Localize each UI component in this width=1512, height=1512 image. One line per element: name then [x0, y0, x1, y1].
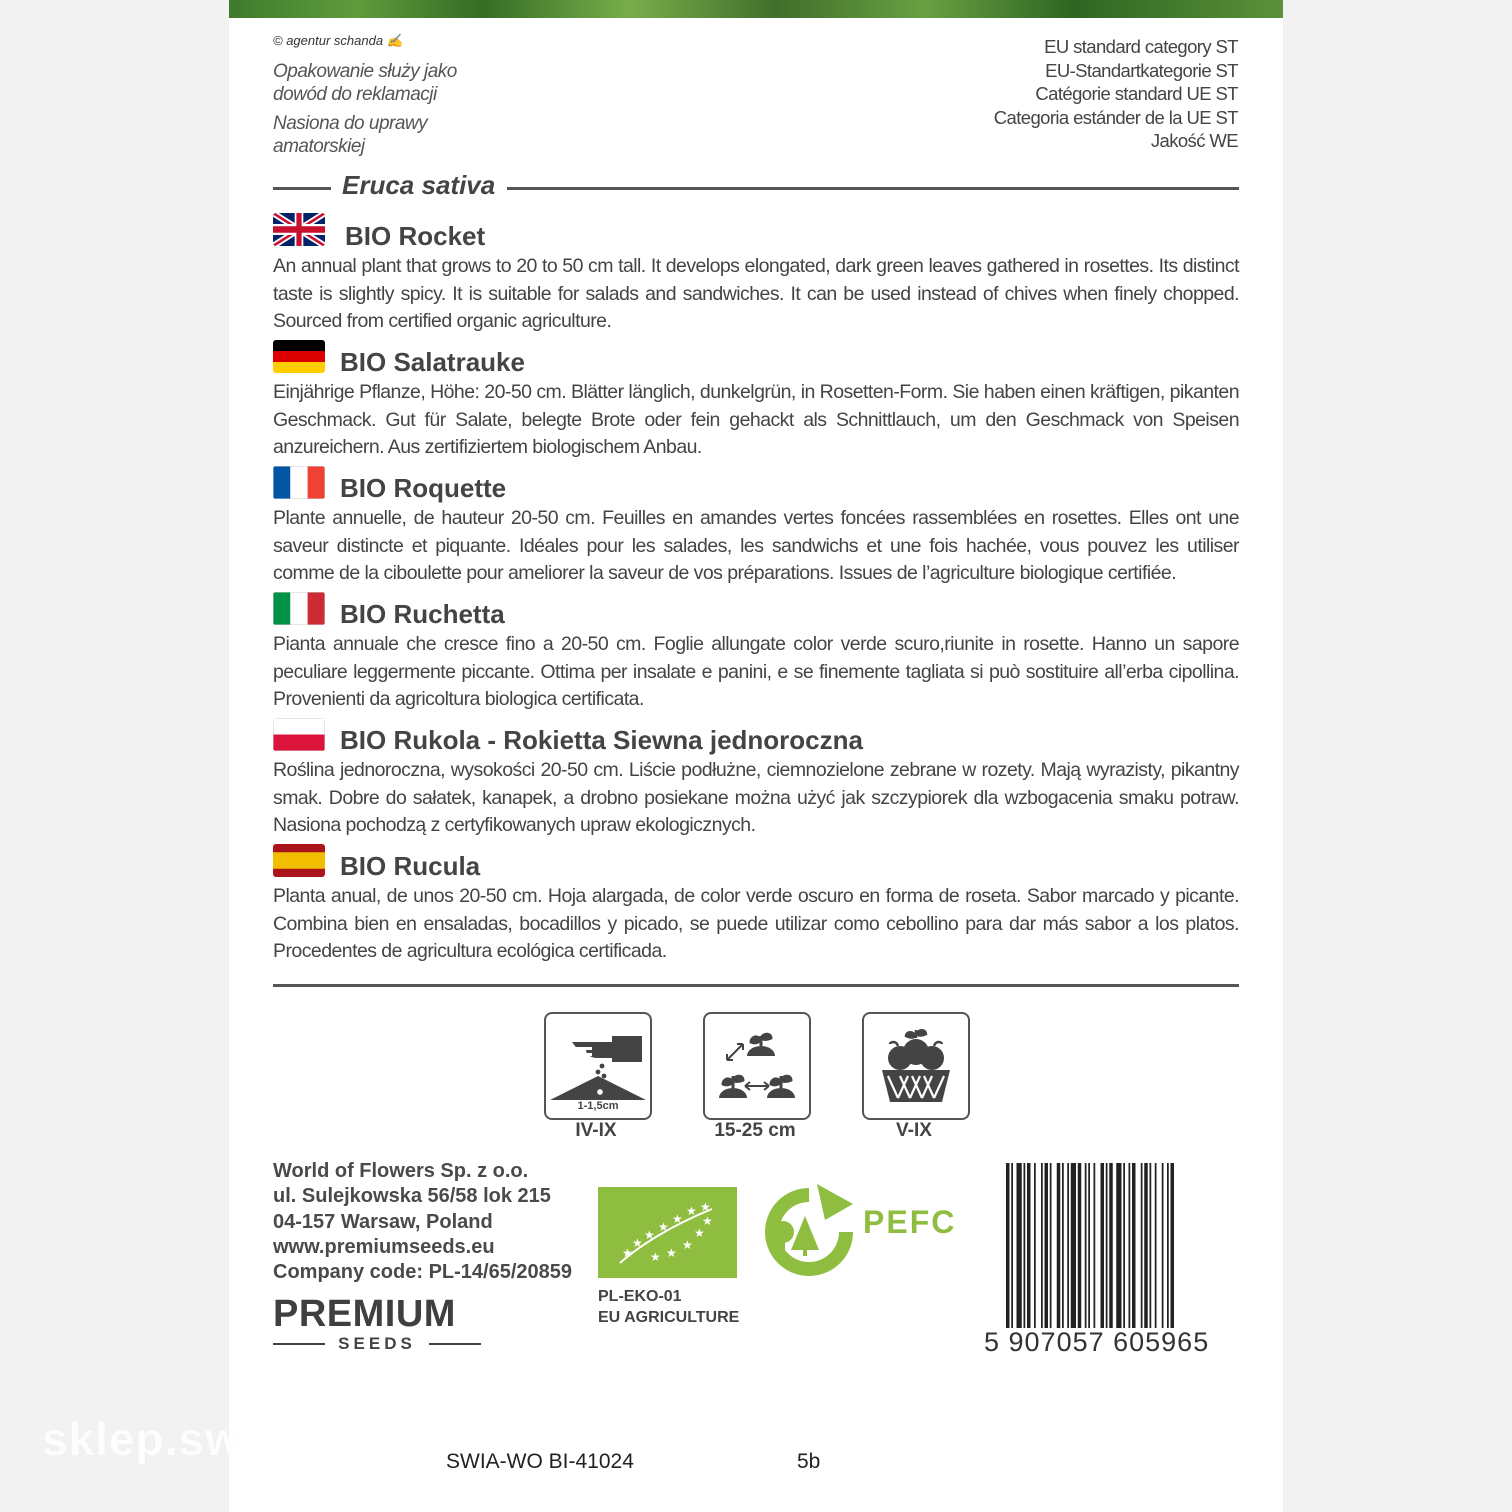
barcode-bar [1132, 1163, 1136, 1328]
company-website: www.premiumseeds.eu [273, 1235, 495, 1258]
svg-text:★: ★ [650, 1250, 661, 1264]
section-text: Pianta annuale che cresce fino a 20-50 cm. Foglie allungate color verde scuro,riunite in rosette. Hanno un sapore peculiare leggermente piccante. Ottima per insalate e panini, e se finemente tagliata si può sostituire all’erba cipollina. Provenienti da agricoltura biologica certificata. [273, 633, 1239, 710]
eu-standard-es: Categoria estánder de la UE ST [993, 106, 1238, 128]
barcode-bar [1129, 1163, 1131, 1328]
barcode-bar [1057, 1163, 1061, 1328]
company-name: World of Flowers Sp. z o.o. [273, 1160, 529, 1182]
amateur-notice-line-1: Nasiona do uprawy [273, 113, 428, 134]
barcode-bar [1162, 1163, 1164, 1328]
section-text: An annual plant that grows to 20 to 50 cm tall. It develops elongated, dark green leaves gathered in rosettes. Its distinct taste is slightly spicy. It is suitable for salads and sandwiches. It can be used instead of chives when finely chopped. Sourced from certified organic agriculture. [273, 255, 1239, 332]
pefc-logo [757, 1182, 977, 1282]
section-title: BIO Rucula [340, 851, 481, 881]
poland-flag-icon [273, 718, 325, 751]
barcode-bar [1088, 1163, 1090, 1328]
barcode-bar [1034, 1163, 1036, 1328]
photo-credit: © agentur schanda ✍ [273, 33, 403, 48]
eu-standard-pl: Jakość WE [1150, 130, 1238, 151]
complaint-notice-line-2: dowód do reklamacji [273, 84, 437, 105]
barcode-bar [1094, 1163, 1096, 1328]
latin-name-row [273, 170, 1239, 204]
section-title: BIO Ruchetta [340, 599, 505, 629]
premium-seeds-logo [273, 1294, 481, 1354]
barcode-bar [1144, 1163, 1148, 1328]
spain-flag-icon [273, 844, 325, 877]
svg-text:★: ★ [702, 1214, 713, 1228]
barcode-number: 5 907057 605965 [984, 1327, 1210, 1357]
latin-name: Eruca sativa [342, 170, 496, 200]
svg-text:★: ★ [700, 1200, 711, 1214]
company-code: Company code: PL-14/65/20859 [273, 1261, 573, 1284]
svg-text:★: ★ [644, 1228, 655, 1242]
page-mark: 5b [797, 1450, 821, 1473]
svg-text:★: ★ [658, 1220, 669, 1234]
amateur-notice-line-2: amatorskiej [273, 136, 365, 157]
eu-organic-leaf-logo [598, 1187, 737, 1278]
print-code: SWIA-WO BI-41024 [446, 1450, 634, 1473]
barcode-bar [1171, 1163, 1175, 1328]
barcode-bar [1024, 1163, 1026, 1328]
barcode-bar [1085, 1163, 1087, 1328]
barcode-bar [1062, 1163, 1064, 1328]
section-text: Plante annuelle, de hauteur 20-50 cm. Feuilles en amandes vertes foncées rassemblées en rosettes. Elles ont une saveur distincte et piquante. Idéales pour les salades, les sandwichs et une fois hachée, vous pouvez les utiliser comme de la ciboulette pour ameliorer la saveur de vos préparations. Issues de l’agriculture biologique certifiée. [273, 507, 1239, 584]
divider-line [273, 984, 1239, 987]
divider-line [507, 187, 1239, 190]
barcode-bar [1067, 1163, 1069, 1328]
barcode-bar [1155, 1163, 1157, 1328]
sowing-period: IV-IX [575, 1120, 617, 1141]
svg-text:★: ★ [666, 1246, 677, 1260]
france-flag-icon [273, 466, 325, 499]
barcode-bar [1150, 1163, 1152, 1328]
company-city: 04-157 Warsaw, Poland [273, 1210, 493, 1233]
pefc-text: PEFC [863, 1204, 957, 1240]
complaint-notice-line-1: Opakowanie służy jako [273, 61, 457, 82]
svg-text:★: ★ [632, 1236, 643, 1250]
signature-icon: ✍ [386, 33, 403, 48]
svg-text:★: ★ [672, 1212, 683, 1226]
svg-text:★: ★ [622, 1246, 633, 1260]
shop-watermark: sklep.sw [42, 1413, 242, 1465]
harvest-period: V-IX [896, 1120, 932, 1141]
company-street: ul. Sulejkowska 56/58 lok 215 [273, 1185, 551, 1208]
barcode-bar [1106, 1163, 1108, 1328]
barcode-bar [1006, 1163, 1010, 1328]
section-text: Einjährige Pflanze, Höhe: 20-50 cm. Blätter länglich, dunkelgrün, in Rosetten-Form. Sie haben einen kräftigen, pikanten Geschmack. Gut für Salate, belegte Brote oder fein gehackt als Schnittlauch, um den Geschmack von Speisen anzureichern. Aus zertifiziertem biologischem Anbau. [273, 381, 1239, 458]
organic-code: PL-EKO-01 [598, 1288, 682, 1305]
section-title: BIO Salatrauke [340, 347, 525, 377]
section-title: BIO Rukola - Rokietta Siewna jednoroczna [340, 725, 863, 755]
barcode-bar [1045, 1163, 1049, 1328]
section-text: Roślina jednoroczna, wysokości 20-50 cm. Liście podłużne, ciemnozielone zebrane w rozety. Mają wyrazisty, pikantny smak. Dobre do sałatek, kanapek, a drobno posiekane można użyć jak szczypiorek dla wzbogacenia smaku potraw. Nasiona pochodzą z certyfikowanych upraw ekologicznych. [273, 759, 1239, 836]
sowing-depth: 1-1,5cm [577, 1100, 619, 1112]
section-title: BIO Roquette [340, 473, 507, 503]
barcode-bar [1116, 1163, 1121, 1328]
company-address [273, 1159, 572, 1285]
eu-standard-fr: Catégorie standard UE ST [1035, 83, 1238, 104]
barcode-bar [1071, 1163, 1076, 1328]
barcode-bar [1109, 1163, 1113, 1328]
barcode-bar [1078, 1163, 1082, 1328]
italy-flag-icon [273, 592, 325, 625]
germany-flag-icon [273, 340, 325, 373]
barcode-bar [1041, 1163, 1043, 1328]
barcode-bar [1101, 1163, 1105, 1328]
barcode-icon [1004, 1163, 1238, 1328]
barcode-bar [1050, 1163, 1052, 1328]
lettuce-photo-strip [229, 0, 1283, 18]
svg-text:★: ★ [694, 1226, 705, 1240]
svg-text:★: ★ [682, 1238, 693, 1252]
brand-top: PREMIUM [273, 1293, 456, 1335]
barcode-bar [1011, 1163, 1013, 1328]
harvest-basket-icon [862, 1012, 970, 1120]
barcode-bar [1027, 1163, 1031, 1328]
section-text: Planta anual, de unos 20-50 cm. Hoja alargada, de color verde oscuro en forma de roseta. Sabor marcado y picante. Combina bien en ensaladas, bocadillos y picado, se puede utilizar como cebollino para dar más sabor a los platos. Procedentes de agricultura ecológica certificada. [273, 885, 1239, 962]
eu-standard-block [994, 35, 1238, 153]
barcode-bar [1017, 1163, 1022, 1328]
organic-origin: EU AGRICULTURE [598, 1309, 740, 1326]
uk-flag-icon [273, 213, 325, 246]
barcode-bar [1123, 1163, 1125, 1328]
spacing-icon [703, 1012, 811, 1120]
divider-line [273, 187, 331, 190]
brand-bottom: SEEDS [338, 1334, 416, 1353]
eu-standard-en: EU standard category ST [1044, 36, 1238, 57]
barcode-bar [1141, 1163, 1143, 1328]
section-title: BIO Rocket [345, 221, 486, 251]
eu-standard-de: EU-Standartkategorie ST [1045, 59, 1238, 81]
sowing-icon [544, 1012, 652, 1120]
svg-text:★: ★ [686, 1204, 697, 1218]
barcode-bar [1167, 1163, 1169, 1328]
spacing-value: 15-25 cm [714, 1120, 796, 1141]
organic-certification [598, 1286, 739, 1328]
